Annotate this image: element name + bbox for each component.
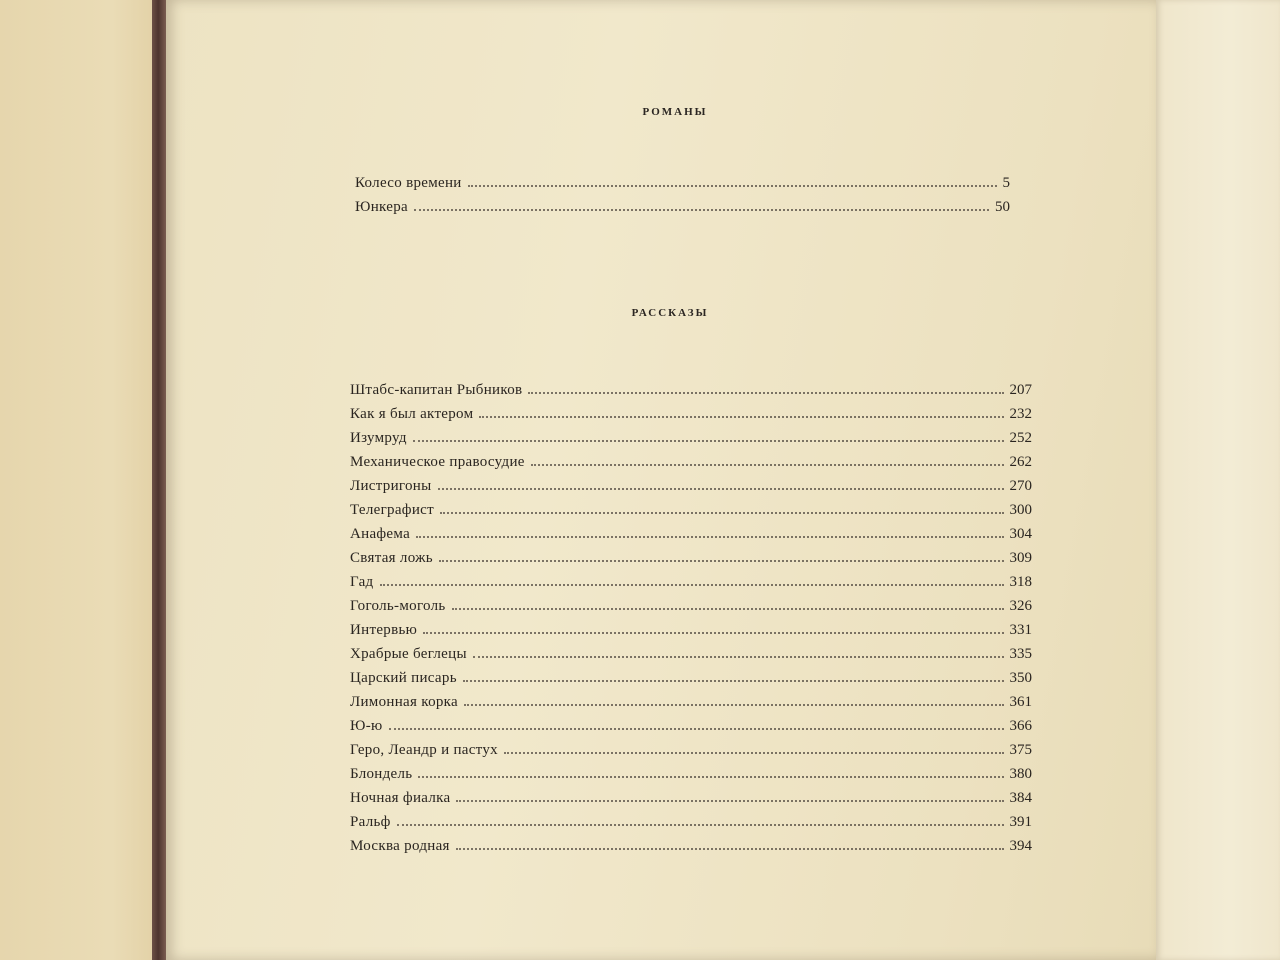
toc-entry — [350, 718, 1032, 740]
entry-page-number: 50 — [995, 199, 1010, 215]
dot-leader — [468, 185, 997, 187]
entry-page-number: 326 — [1009, 598, 1032, 614]
dot-leader — [380, 584, 1004, 586]
dot-leader — [418, 776, 1003, 778]
entry-page-number: 232 — [1009, 406, 1032, 422]
dot-leader — [504, 752, 1004, 754]
toc-entry — [350, 814, 1032, 836]
entry-title: Юнкера — [355, 199, 408, 215]
toc-entry — [350, 742, 1032, 764]
toc-entry — [350, 502, 1032, 524]
entry-page-number: 207 — [1009, 382, 1032, 398]
dot-leader — [397, 824, 1004, 826]
book-spine — [152, 0, 166, 960]
entry-title: Блондель — [350, 766, 413, 782]
dot-leader — [456, 800, 1003, 802]
entry-title: Ю-ю — [350, 718, 383, 734]
entry-title: Изумруд — [350, 430, 407, 446]
right-page-edge — [1156, 0, 1280, 960]
entry-page-number: 366 — [1009, 718, 1032, 734]
entry-title: Лимонная корка — [350, 694, 458, 710]
entry-title: Штабс-капитан Рыбников — [350, 382, 523, 398]
toc-entry — [350, 406, 1032, 428]
entry-title: Интервью — [350, 622, 418, 638]
entry-page-number: 350 — [1009, 670, 1032, 686]
toc-entry — [355, 175, 1010, 197]
dot-leader — [463, 680, 1004, 682]
toc-entry — [350, 382, 1032, 404]
entry-page-number: 270 — [1009, 478, 1032, 494]
entry-title: Святая ложь — [350, 550, 433, 566]
dot-leader — [440, 512, 1004, 514]
toc-entry — [350, 790, 1032, 812]
toc-entry — [350, 526, 1032, 548]
entry-title: Царский писарь — [350, 670, 457, 686]
entry-page-number: 361 — [1009, 694, 1032, 710]
toc-entry — [350, 454, 1032, 476]
toc-entry — [350, 622, 1032, 644]
entry-page-number: 304 — [1009, 526, 1032, 542]
left-background — [0, 0, 160, 960]
dot-leader — [439, 560, 1004, 562]
entry-page-number: 5 — [1002, 175, 1010, 191]
toc-entry — [350, 646, 1032, 668]
dot-leader — [456, 848, 1004, 850]
entry-page-number: 262 — [1009, 454, 1032, 470]
entry-title: Механическое правосудие — [350, 454, 525, 470]
toc-entry — [350, 838, 1032, 860]
toc-entry — [350, 694, 1032, 716]
entry-title: Ральф — [350, 814, 391, 830]
entry-title: Колесо времени — [355, 175, 462, 191]
entry-page-number: 394 — [1009, 838, 1032, 854]
toc-entry — [355, 199, 1010, 221]
dot-leader — [464, 704, 1004, 706]
toc-entry — [350, 670, 1032, 692]
toc-entry — [350, 574, 1032, 596]
dot-leader — [452, 608, 1004, 610]
dot-leader — [413, 440, 1004, 442]
dot-leader — [479, 416, 1003, 418]
dot-leader — [473, 656, 1004, 658]
entry-title: Листригоны — [350, 478, 432, 494]
section-heading-novels: РОМАНЫ — [642, 106, 708, 118]
entry-title: Гоголь-моголь — [350, 598, 446, 614]
entry-title: Гад — [350, 574, 374, 590]
dot-leader — [438, 488, 1004, 490]
entry-title: Анафема — [350, 526, 411, 542]
entry-title: Геро, Леандр и пастух — [350, 742, 498, 758]
entry-title: Москва родная — [350, 838, 450, 854]
entry-title: Ночная фиалка — [350, 790, 451, 806]
entry-page-number: 252 — [1009, 430, 1032, 446]
toc-entry — [350, 550, 1032, 572]
toc-entry — [350, 598, 1032, 620]
toc-entry — [350, 430, 1032, 452]
entry-page-number: 384 — [1009, 790, 1032, 806]
dot-leader — [389, 728, 1004, 730]
toc-entry — [350, 766, 1032, 788]
entry-page-number: 300 — [1009, 502, 1032, 518]
entry-title: Телеграфист — [350, 502, 434, 518]
dot-leader — [414, 209, 989, 211]
dot-leader — [528, 392, 1003, 394]
entry-page-number: 309 — [1009, 550, 1032, 566]
dot-leader — [416, 536, 1003, 538]
entry-page-number: 380 — [1009, 766, 1032, 782]
entry-page-number: 318 — [1009, 574, 1032, 590]
entry-page-number: 335 — [1009, 646, 1032, 662]
dot-leader — [423, 632, 1003, 634]
section-heading-stories: РАССКАЗЫ — [631, 307, 709, 319]
entry-page-number: 375 — [1009, 742, 1032, 758]
entry-title: Храбрые беглецы — [350, 646, 467, 662]
toc-entry — [350, 478, 1032, 500]
dot-leader — [531, 464, 1004, 466]
entry-page-number: 391 — [1009, 814, 1032, 830]
entry-page-number: 331 — [1009, 622, 1032, 638]
entry-title: Как я был актером — [350, 406, 474, 422]
